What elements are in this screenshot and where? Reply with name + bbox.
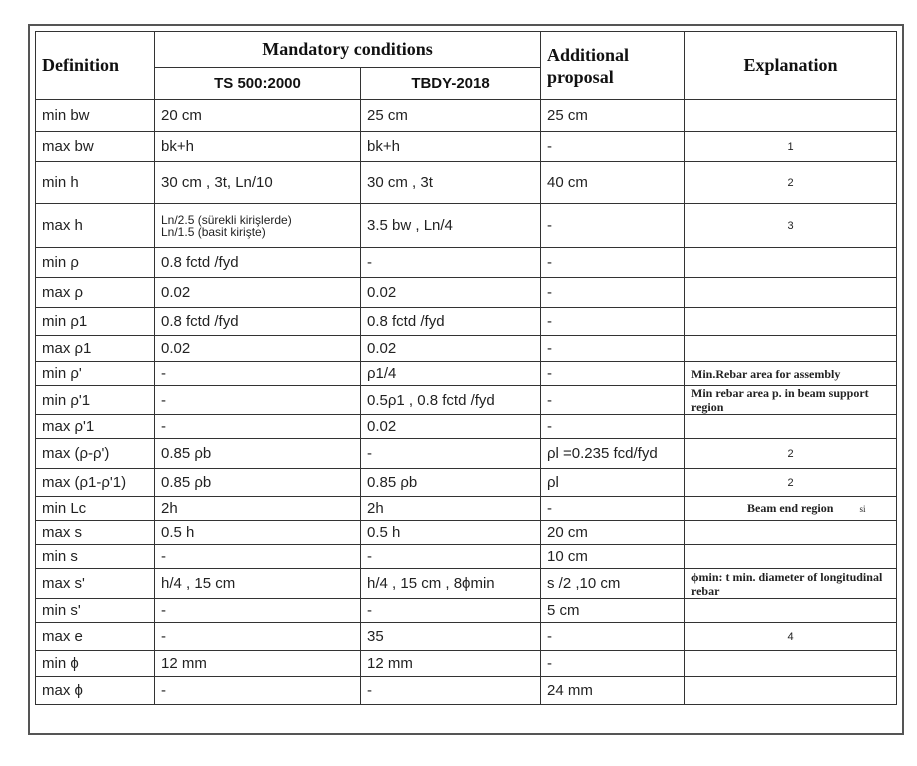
cell-explanation: 2 bbox=[685, 162, 897, 204]
cell-definition: max (ρ-ρ') bbox=[36, 439, 155, 469]
cell-additional: - bbox=[541, 386, 685, 415]
cell-tbdy: 0.5ρ1 , 0.8 fctd /fyd bbox=[361, 386, 541, 415]
cell-ts500: 20 cm bbox=[155, 100, 361, 132]
cell-definition: min ρ'1 bbox=[36, 386, 155, 415]
cell-tbdy: 0.5 h bbox=[361, 521, 541, 545]
cell-ts500: - bbox=[155, 599, 361, 623]
cell-explanation bbox=[685, 677, 897, 705]
cell-additional: 20 cm bbox=[541, 521, 685, 545]
cell-ts500: - bbox=[155, 545, 361, 569]
cell-tbdy: - bbox=[361, 677, 541, 705]
cell-additional: - bbox=[541, 497, 685, 521]
table-row bbox=[36, 651, 897, 677]
cell-additional: - bbox=[541, 651, 685, 677]
cell-additional: - bbox=[541, 308, 685, 336]
table-row bbox=[36, 439, 897, 469]
cell-tbdy: - bbox=[361, 599, 541, 623]
cell-additional: s /2 ,10 cm bbox=[541, 569, 685, 599]
cell-tbdy: 3.5 bw , Ln/4 bbox=[361, 204, 541, 248]
cell-ts500: 0.5 h bbox=[155, 521, 361, 545]
header-mandatory: Mandatory conditions bbox=[155, 32, 541, 68]
cell-ts500: - bbox=[155, 677, 361, 705]
cell-definition: min s' bbox=[36, 599, 155, 623]
table-frame bbox=[28, 24, 904, 735]
cell-additional: - bbox=[541, 132, 685, 162]
cell-explanation bbox=[685, 336, 897, 362]
table-row bbox=[36, 599, 897, 623]
cell-definition: max ρ bbox=[36, 278, 155, 308]
cell-explanation: 2 bbox=[685, 439, 897, 469]
cell-tbdy: 2h bbox=[361, 497, 541, 521]
cell-additional: - bbox=[541, 415, 685, 439]
table-row bbox=[36, 162, 897, 204]
cell-additional: 25 cm bbox=[541, 100, 685, 132]
table-row bbox=[36, 336, 897, 362]
header-definition: Definition bbox=[36, 32, 155, 100]
cell-explanation bbox=[685, 651, 897, 677]
cell-ts500: 0.8 fctd /fyd bbox=[155, 308, 361, 336]
cell-ts500: 0.02 bbox=[155, 278, 361, 308]
table-row bbox=[36, 248, 897, 278]
cell-definition: max s bbox=[36, 521, 155, 545]
cell-explanation: 4 bbox=[685, 623, 897, 651]
table-row bbox=[36, 545, 897, 569]
cell-explanation bbox=[685, 278, 897, 308]
cell-definition: max h bbox=[36, 204, 155, 248]
cell-tbdy: - bbox=[361, 248, 541, 278]
cell-additional: ρl bbox=[541, 469, 685, 497]
cell-tbdy: 0.02 bbox=[361, 278, 541, 308]
cell-explanation: ϕmin: t min. diameter of longitudinal rebar bbox=[685, 569, 897, 599]
cell-explanation bbox=[685, 415, 897, 439]
cell-explanation: 3 bbox=[685, 204, 897, 248]
cell-ts500: - bbox=[155, 415, 361, 439]
cell-ts500: bk+h bbox=[155, 132, 361, 162]
cell-definition: max ρ'1 bbox=[36, 415, 155, 439]
table-row bbox=[36, 521, 897, 545]
table-row bbox=[36, 469, 897, 497]
cell-ts500: - bbox=[155, 386, 361, 415]
cell-definition: max (ρ1-ρ'1) bbox=[36, 469, 155, 497]
cell-explanation-text: Beam end region bbox=[747, 501, 834, 515]
table-row bbox=[36, 569, 897, 599]
cell-explanation bbox=[685, 599, 897, 623]
cell-tbdy: 35 bbox=[361, 623, 541, 651]
cell-explanation: 1 bbox=[685, 132, 897, 162]
cell-definition: max e bbox=[36, 623, 155, 651]
cell-definition: max ρ1 bbox=[36, 336, 155, 362]
cell-explanation bbox=[685, 248, 897, 278]
header-explanation: Explanation bbox=[685, 32, 897, 100]
table-row bbox=[36, 623, 897, 651]
cell-explanation bbox=[685, 545, 897, 569]
cell-additional: - bbox=[541, 623, 685, 651]
cell-ts500: - bbox=[155, 623, 361, 651]
cell-ts500-line1: Ln/2.5 (sürekli kirişlerde) bbox=[161, 212, 292, 227]
cell-additional: ρl =0.235 fcd/fyd bbox=[541, 439, 685, 469]
cell-definition: min h bbox=[36, 162, 155, 204]
cell-ts500: - bbox=[155, 362, 361, 386]
cell-additional: 40 cm bbox=[541, 162, 685, 204]
cell-tbdy: 0.8 fctd /fyd bbox=[361, 308, 541, 336]
cell-ts500: 30 cm , 3t, Ln/10 bbox=[155, 162, 361, 204]
cell-ts500: 12 mm bbox=[155, 651, 361, 677]
table-row bbox=[36, 677, 897, 705]
table-row bbox=[36, 278, 897, 308]
table-row bbox=[36, 100, 897, 132]
cell-tbdy: 30 cm , 3t bbox=[361, 162, 541, 204]
cell-ts500: 0.85 ρb bbox=[155, 469, 361, 497]
cell-definition: min ρ' bbox=[36, 362, 155, 386]
cell-definition: min ρ bbox=[36, 248, 155, 278]
cell-explanation: Min.Rebar area for assembly bbox=[685, 362, 897, 386]
cell-ts500 bbox=[155, 204, 361, 248]
cell-additional: - bbox=[541, 204, 685, 248]
cell-explanation: Min rebar area p. in beam support region bbox=[685, 386, 897, 415]
cell-tbdy: 0.02 bbox=[361, 336, 541, 362]
cell-additional: - bbox=[541, 248, 685, 278]
cell-definition: max s' bbox=[36, 569, 155, 599]
cell-definition: min s bbox=[36, 545, 155, 569]
cell-definition: min Lc bbox=[36, 497, 155, 521]
cell-definition: min bw bbox=[36, 100, 155, 132]
cell-explanation bbox=[685, 100, 897, 132]
cell-tbdy: 0.85 ρb bbox=[361, 469, 541, 497]
cell-explanation bbox=[685, 308, 897, 336]
cell-explanation-extra: si bbox=[859, 504, 866, 514]
cell-tbdy: - bbox=[361, 439, 541, 469]
cell-tbdy: - bbox=[361, 545, 541, 569]
cell-additional: - bbox=[541, 278, 685, 308]
cell-ts500: 0.85 ρb bbox=[155, 439, 361, 469]
table-row bbox=[36, 415, 897, 439]
header-additional: Additional proposal bbox=[541, 32, 685, 100]
cell-additional: 5 cm bbox=[541, 599, 685, 623]
cell-additional: - bbox=[541, 362, 685, 386]
cell-additional: 10 cm bbox=[541, 545, 685, 569]
cell-ts500: 2h bbox=[155, 497, 361, 521]
cell-tbdy: ρ1/4 bbox=[361, 362, 541, 386]
cell-tbdy: 25 cm bbox=[361, 100, 541, 132]
table-row bbox=[36, 497, 897, 521]
cell-explanation bbox=[685, 521, 897, 545]
cell-definition: max ϕ bbox=[36, 677, 155, 705]
header-ts500: TS 500:2000 bbox=[155, 68, 361, 100]
cell-tbdy: h/4 , 15 cm , 8ϕmin bbox=[361, 569, 541, 599]
table-row bbox=[36, 204, 897, 248]
cell-explanation: 2 bbox=[685, 469, 897, 497]
cell-additional: - bbox=[541, 336, 685, 362]
cell-ts500: 0.8 fctd /fyd bbox=[155, 248, 361, 278]
cell-definition: min ϕ bbox=[36, 651, 155, 677]
cell-tbdy: bk+h bbox=[361, 132, 541, 162]
cell-definition: min ρ1 bbox=[36, 308, 155, 336]
table-row bbox=[36, 386, 897, 415]
cell-definition: max bw bbox=[36, 132, 155, 162]
cell-explanation bbox=[685, 497, 897, 521]
table-row bbox=[36, 132, 897, 162]
header-tbdy: TBDY-2018 bbox=[361, 68, 541, 100]
cell-additional: 24 mm bbox=[541, 677, 685, 705]
header-row bbox=[36, 32, 897, 68]
cell-ts500: 0.02 bbox=[155, 336, 361, 362]
beam-conditions-table bbox=[35, 31, 897, 705]
table-row bbox=[36, 362, 897, 386]
cell-tbdy: 0.02 bbox=[361, 415, 541, 439]
cell-ts500: h/4 , 15 cm bbox=[155, 569, 361, 599]
table-row bbox=[36, 308, 897, 336]
cell-ts500-line2: Ln/1.5 (basit kirişte) bbox=[161, 224, 266, 239]
cell-tbdy: 12 mm bbox=[361, 651, 541, 677]
